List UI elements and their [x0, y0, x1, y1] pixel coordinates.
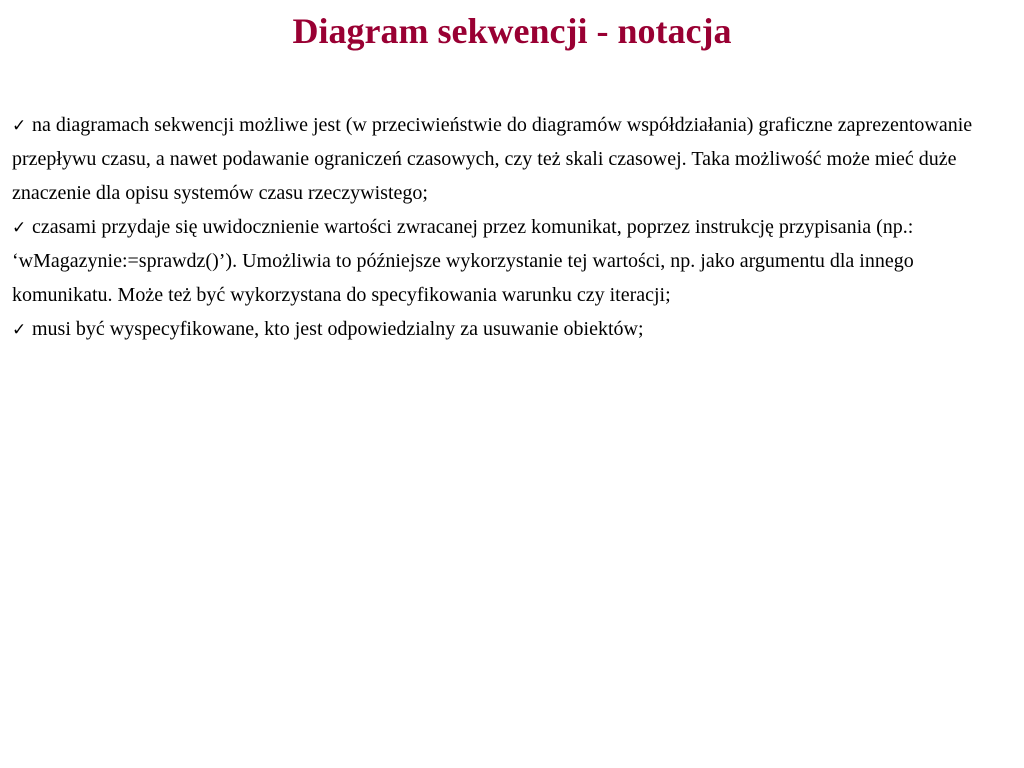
checkmark-icon: ✓ [12, 218, 27, 238]
bullet-text: na diagramach sekwencji możliwe jest (w przeciwieństwie do diagramów współdziałania) graficzne zaprezentowanie przepływu czasu, a nawet podawanie ograniczeń czasowych, czy też skali czasowej. Taka możliwość może mieć duże znaczenie dla opisu systemów czasu rzeczywistego; [12, 114, 973, 204]
bullet-text: musi być wyspecyfikowane, kto jest odpowiedzialny za usuwanie obiektów; [32, 318, 644, 340]
checkmark-icon: ✓ [12, 320, 27, 340]
checkmark-icon: ✓ [12, 116, 27, 136]
slide-body [12, 108, 1012, 346]
slide-title: Diagram sekwencji - notacja [292, 11, 732, 51]
bullet-item [12, 312, 1012, 346]
bullet-text: czasami przydaje się uwidocznienie wartości zwracanej przez komunikat, poprzez instrukcję przypisania (np.: ‘wMagazynie:=sprawdz()’). Umożliwia to późniejsze wykorzystanie tej wartości, np. jako argumentu dla innego komunikatu. Może też być wykorzystana do specyfikowania warunku czy iteracji; [12, 216, 914, 306]
bullet-item [12, 108, 1012, 210]
bullet-item [12, 210, 1012, 312]
